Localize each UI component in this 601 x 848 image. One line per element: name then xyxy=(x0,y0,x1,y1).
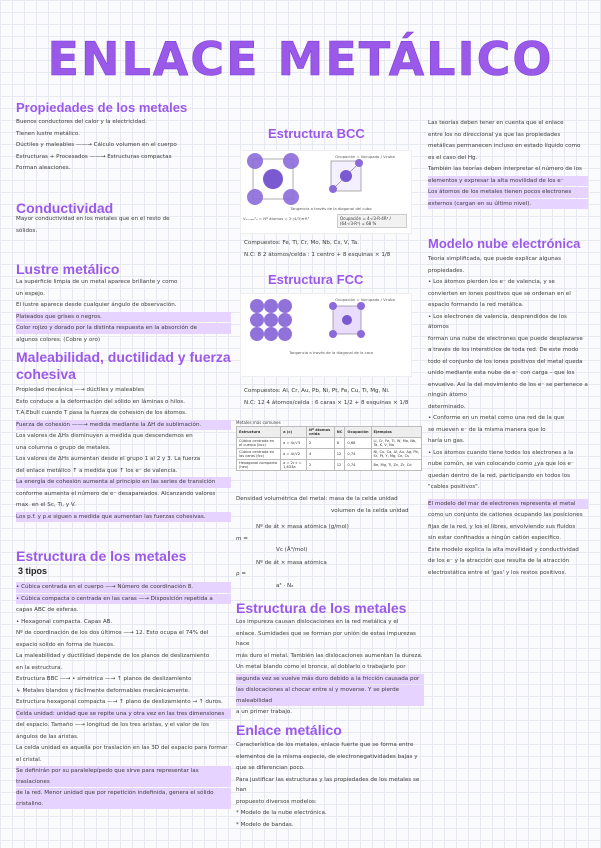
text-line: más duro el metal. También las dislocaciones aumentan la dureza. xyxy=(236,652,423,659)
text-line: N.C: 8 2 átomos/celda : 1 centro + 8 esquinas × 1/8 xyxy=(244,251,391,258)
table-cell: Be, Mg, Ti, Zn, Zr, Cd xyxy=(371,460,421,471)
text-line: fijas de la red, y los el libres, envolviendo sus fluidos xyxy=(428,523,576,530)
text-line: Plateados que grises o negros. xyxy=(16,312,231,323)
bcc-formula-right: Ocupación = 4·√3·R·4R³ / (64·√3·R³) = 68 % xyxy=(337,214,407,228)
table-cell: 12 xyxy=(334,460,345,471)
table-cell: 0,74 xyxy=(345,449,371,460)
estructura-left-notes xyxy=(16,582,231,810)
text-line: Celda unidad: unidad que se repite una y otra vez en las tres dimensiones xyxy=(16,709,231,720)
text-line: Tienen lustre metálico. xyxy=(16,130,80,137)
text-line: convierten en iones positivos que se ordenan en el xyxy=(428,290,571,297)
modelo-notes xyxy=(428,254,588,579)
bcc-caption: Tangencia a través de la diagonal del cubo xyxy=(290,206,372,211)
fcc-occupation-label: Ocupación = Vocupado / Vcubo xyxy=(335,297,395,302)
text-line: Fuerza de cohesión ——→ medida mediante la ΔH de sublimación. xyxy=(16,420,231,431)
table-cell: Cúbica centrada en el cuerpo (bcc) xyxy=(237,438,281,449)
fcc-structure-figure xyxy=(241,294,413,378)
propiedades-notes xyxy=(16,117,231,175)
table-header-cell: Ejemplos xyxy=(371,427,421,438)
text-line: • Conforme en un metal como una red de la que xyxy=(428,415,565,421)
text-line: El lustre aparece desde cualquier ángulo de observación. xyxy=(16,302,177,308)
text-line: ↳ Metales blandos y fácilmente deformables mecánicamente. xyxy=(16,687,190,694)
lustre-notes xyxy=(16,277,231,346)
heading-maleabilidad: Maleabilidad, ductilidad y fuerza cohesiva xyxy=(16,349,231,382)
tipos-label: 3 tipos xyxy=(18,566,48,576)
text-line: La maleabilidad y ductilidad depende de los planos de deslizamiento xyxy=(16,653,210,659)
text-line: Este modelo explica la alta movilidad y conductividad xyxy=(428,546,579,553)
text-line: a un primer trabajo. xyxy=(236,709,293,715)
text-line: espacio sólido en forma de huecos. xyxy=(16,641,115,648)
text-line: • Los electrones de valencia, desprendidos de los átomos xyxy=(428,313,567,330)
text-line: m = xyxy=(236,535,248,542)
text-line: enlace. Sumidades que se forman por unión de estas impurezas hace xyxy=(236,630,416,647)
text-line: Mayor conductividad en los metales que en el resto de xyxy=(16,216,170,222)
text-line: Las teorías deben tener en cuenta que el enlace xyxy=(428,120,564,126)
text-line: nube común, se van colocando como ¿ya que los e⁻ xyxy=(428,461,574,467)
text-line: También las teorías deben interpretar el número de los xyxy=(428,166,582,172)
table-cell: 4 xyxy=(306,449,334,460)
text-line: Característica de los metales, enlace fuerte que se forma entre xyxy=(236,742,414,748)
text-line: sin estar confinados a ningún catión específico. xyxy=(428,535,561,541)
bcc-diagram xyxy=(240,150,412,234)
table-row xyxy=(237,438,422,449)
text-line: * Modelo de bandas. xyxy=(236,821,294,828)
table-title: Metales más comunes xyxy=(236,420,281,425)
text-line: metálicas permanecen incluso en estado líquido como xyxy=(428,143,581,149)
bcc-occupation-label: Ocupación = Vocupado / Vcubo xyxy=(335,154,395,159)
text-line: La celda unidad es aquella por traslación en las 3D del espacio para formar xyxy=(16,745,228,751)
text-line: espacio formando la red metálica. xyxy=(428,302,524,308)
table-row xyxy=(237,460,422,471)
maleabilidad-notes xyxy=(16,385,231,523)
text-line: se mueven e⁻ de la misma manera que lo xyxy=(428,426,546,433)
text-line: como un conjunto de cationes ocupando las posiciones xyxy=(428,512,583,518)
table-cell: Cúbica centrada en las caras (fcc) xyxy=(237,449,281,460)
text-line: conforme aumenta el número de e⁻ desapareados. Alcanzando valores xyxy=(16,490,216,497)
heading-lustre: Lustre metálico xyxy=(16,261,120,277)
text-line: ángulos de las aristas. xyxy=(16,733,79,740)
text-line: en la estructura. xyxy=(16,664,63,671)
text-line: • Los átomos cuando tiene todos los electrones a la xyxy=(428,449,574,456)
estructura-mid-notes xyxy=(236,617,424,719)
text-line: a³ · Nₐ xyxy=(276,582,294,589)
text-line: La superficie limpia de un metal aparece brillante y como xyxy=(16,279,178,285)
text-line: El modelo del mar de electrones representa el metal xyxy=(428,499,588,510)
table-cell: Ni, Cu, Ca, Al, Au, Ag, Pb, Sr, Pt, Y, Mg, Ce, Cs xyxy=(371,449,421,460)
text-line: Estructura BBC —→ • simétrica —→ ↑ planos de deslizamiento xyxy=(16,676,192,682)
text-line: Estructuras + Procesados ——→ Estructuras compactas xyxy=(16,153,172,160)
heading-propiedades: Propiedades de los metales xyxy=(16,100,188,115)
text-line: haría un gas. xyxy=(428,438,465,444)
text-line: Vc (Å³/mol) xyxy=(276,547,308,553)
text-line: Nº de át × masa atómica (g/mol) xyxy=(256,524,349,530)
text-line: Para justificar las estructuras y las propiedades de los metales se han xyxy=(236,776,420,793)
text-line: de la red. Menor unidad que por repetición indefinida, genera el sólido cristalino. xyxy=(16,788,231,809)
text-line: Esto conduce a la deformación del sólido en láminas o hilos. xyxy=(16,398,185,405)
text-line: sólidos. xyxy=(16,227,38,234)
text-line: quedan dentro de la red, participando en todos los xyxy=(428,472,571,479)
text-line: forman una nube de electrones que puede desplazarse xyxy=(428,335,583,342)
text-line: todo el conjunto de los iones positivos del metal queda xyxy=(428,358,583,365)
text-line: Los impureza causan dislocaciones en la red metálica y el xyxy=(236,619,399,625)
text-line: Teoría simplificada, que puede explicar algunas xyxy=(428,256,562,262)
text-line: Los p.f. y p.e siguen a medida que aumentan las fuerzas cohesivas. xyxy=(16,512,231,523)
text-line: envuelve. Así la del movimiento de los e⁻ se pertenece a ningún átomo xyxy=(428,381,588,398)
table-cell: a = 2r c = 1,633a xyxy=(281,460,307,471)
table-header-row xyxy=(237,427,422,438)
text-line: es el caso del Hg. xyxy=(428,154,478,161)
text-line: algunos colores. (Cobre y oro) xyxy=(16,336,101,343)
heading-fcc: Estructura FCC xyxy=(268,272,364,287)
text-line: Dúctiles y maleables ——→ Cálculo volumen en el cuerpo xyxy=(16,142,177,148)
text-line: Nº de át × masa atómica xyxy=(256,559,327,566)
text-line: elementos y expresar la alta movilidad de los e⁻ xyxy=(428,176,588,187)
text-line: N.C: 12 4 átomos/celda : 6 caras × 1/2 + 8 esquinas × 1/8 xyxy=(244,399,409,406)
text-line: elementos de la misma especie, de electronegatividades bajas y xyxy=(236,753,418,760)
text-line: Estructura hexagonal compacta —→ ↑ plano de deslizamiento → ↑ duros. xyxy=(16,699,223,705)
text-line: del espacio. Tamaño —→ longitud de los tres aristas, y el valor de los xyxy=(16,722,210,728)
text-line: "cables positivos". xyxy=(428,484,480,490)
text-line: Color rojizo y dorado por la distinta respuesta en la absorción de xyxy=(16,323,231,334)
page-title: ENLACE METÁLICO xyxy=(47,32,554,86)
text-line: las dislocaciones al chocar entre sí y moverse. Y se pierde maleabilidad xyxy=(236,685,424,706)
table-cell: 12 xyxy=(334,449,345,460)
text-line: capas ABC de esferas. xyxy=(16,607,79,613)
text-line: • Los átomos pierden los e⁻ de valencia, y se xyxy=(428,279,555,285)
table-header-cell: Estructura xyxy=(237,427,281,438)
density-notes xyxy=(236,494,424,592)
text-line: una columna o grupo de metales. xyxy=(16,444,111,451)
text-line: unido mediante esta nube de e⁻ con carga – que los xyxy=(428,370,575,376)
conductividad-notes xyxy=(16,214,231,237)
text-line: Propiedad mecánica —→ dúctiles y maleables xyxy=(16,387,145,393)
enlace-notes xyxy=(236,740,424,831)
text-line: segunda vez se vuelve más duro debido a la fricción causada por xyxy=(236,674,424,685)
text-line: T.A.Ebull cuando T pasa la fuerza de cohesión de los átomos. xyxy=(16,410,187,416)
text-line: La energía de cohesión aumenta al principio en las series de transición xyxy=(16,477,231,488)
text-line: determinado. xyxy=(428,403,466,410)
fcc-diagram xyxy=(240,293,412,377)
bcc-notes xyxy=(244,238,424,261)
table-header-cell: Nº átomos celda xyxy=(306,427,334,438)
table-header-cell: NC xyxy=(334,427,345,438)
table-cell: Li, Cr, Fe, Ti, W, Mo, Nb, Ta, K, V, Na xyxy=(371,438,421,449)
heading-conductividad: Conductividad xyxy=(16,200,114,216)
text-line: • Cúbica centrada en el cuerpo —→ Número de coordinación 8. xyxy=(16,582,231,593)
text-line: • Cúbica compacta o centrada en las caras —→ Disposición repetida a xyxy=(16,594,231,605)
text-line: el cristal. xyxy=(16,756,42,763)
right-top-notes xyxy=(428,118,588,210)
text-line: max. en el Sc, Ti, y V. xyxy=(16,502,76,508)
table-header-cell: a (c) xyxy=(281,427,307,438)
metals-table xyxy=(236,426,422,471)
table-cell: 0,74 xyxy=(345,460,371,471)
heading-estructura-mid: Estructura de los metales xyxy=(236,600,407,616)
text-line: de los e⁻ y la atracción que resulta de la atracción xyxy=(428,558,570,564)
table-cell: 8 xyxy=(334,438,345,449)
heading-modelo: Modelo nube electrónica xyxy=(428,236,581,251)
text-line: propuesto diversos modelos: xyxy=(236,798,317,805)
text-line: Compuestos: Al, Cr, Au, Pb, Ni, Pt, Fe, Cu, Ti, Mg, Ni. xyxy=(244,388,390,394)
text-line: • Hexagonal compacta. Capas AB. xyxy=(16,618,113,625)
fcc-caption: Tangencia a través de la diagonal de la cara xyxy=(289,350,373,355)
bcc-formula-left: Vₒ.ₒᵤₚₐᵈₒ = Nº átomos = 2·(4/3)π·R³ xyxy=(243,216,310,221)
table-cell: a = 4r/√3 xyxy=(281,438,307,449)
text-line: Buenos conductores del calor y la electricidad. xyxy=(16,119,147,125)
table-header-cell: Ocupación xyxy=(345,427,371,438)
text-line: Los valores de ΔHs aumentan desde el grupo 1 al 2 y 3. La fuerza xyxy=(16,456,201,462)
table-cell: Hexagonal compacta (hex) xyxy=(237,460,281,471)
text-line: propiedades. xyxy=(428,267,465,274)
table-cell: a = 4r/√2 xyxy=(281,449,307,460)
text-line: Los átomos de los metales tienen pocos electrones xyxy=(428,187,588,198)
text-line: electrostática entre el 'gas' y los restos positivos. xyxy=(428,569,567,576)
text-line: externos (cargan en su último nivel). xyxy=(428,199,588,210)
text-line: Los valores de ΔHs disminuyen a medida que descendemos en xyxy=(16,433,193,439)
table-cell: 0,68 xyxy=(345,438,371,449)
text-line: a través de los intersticios de toda red. De este modo xyxy=(428,347,579,353)
text-line: Densidad volumétrica del metal: masa de la celda unidad xyxy=(236,496,398,502)
text-line: un espejo. xyxy=(16,290,45,297)
table-cell: 2 xyxy=(306,438,334,449)
fcc-notes xyxy=(244,386,424,409)
text-line: volumen de la celda unidad xyxy=(331,507,409,514)
text-line: Un metal blando como el bronce, al doblarlo o trabajarlo por xyxy=(236,664,406,670)
table-cell: 2 xyxy=(306,460,334,471)
heading-enlace: Enlace metálico xyxy=(236,722,342,738)
heading-bcc: Estructura BCC xyxy=(268,126,365,141)
text-line: Forman aleaciones. xyxy=(16,165,71,171)
text-line: del enlace metálico ↑ a medida que ↑ los e⁻ de valencia. xyxy=(16,467,178,474)
text-line: que se diferencian poco. xyxy=(236,765,305,771)
text-line: entre los no direccional ya que las propiedades xyxy=(428,131,561,138)
text-line: ρ = xyxy=(236,571,247,577)
text-line: Nº de coordinación de los dos últimos —→ 12. Esto ocupa el 74% del xyxy=(16,630,209,636)
table-row xyxy=(237,449,422,460)
text-line: * Modelo de la nube electrónica. xyxy=(236,810,327,816)
text-line: Se definirán por su paralelepípedo que sirve para representar las traslaciones xyxy=(16,766,231,787)
heading-estructura-left: Estructura de los metales xyxy=(16,548,187,564)
text-line: Compuestos: Fe, Ti, Cr, Mo, Nb, Cs, V, Ta. xyxy=(244,240,359,246)
